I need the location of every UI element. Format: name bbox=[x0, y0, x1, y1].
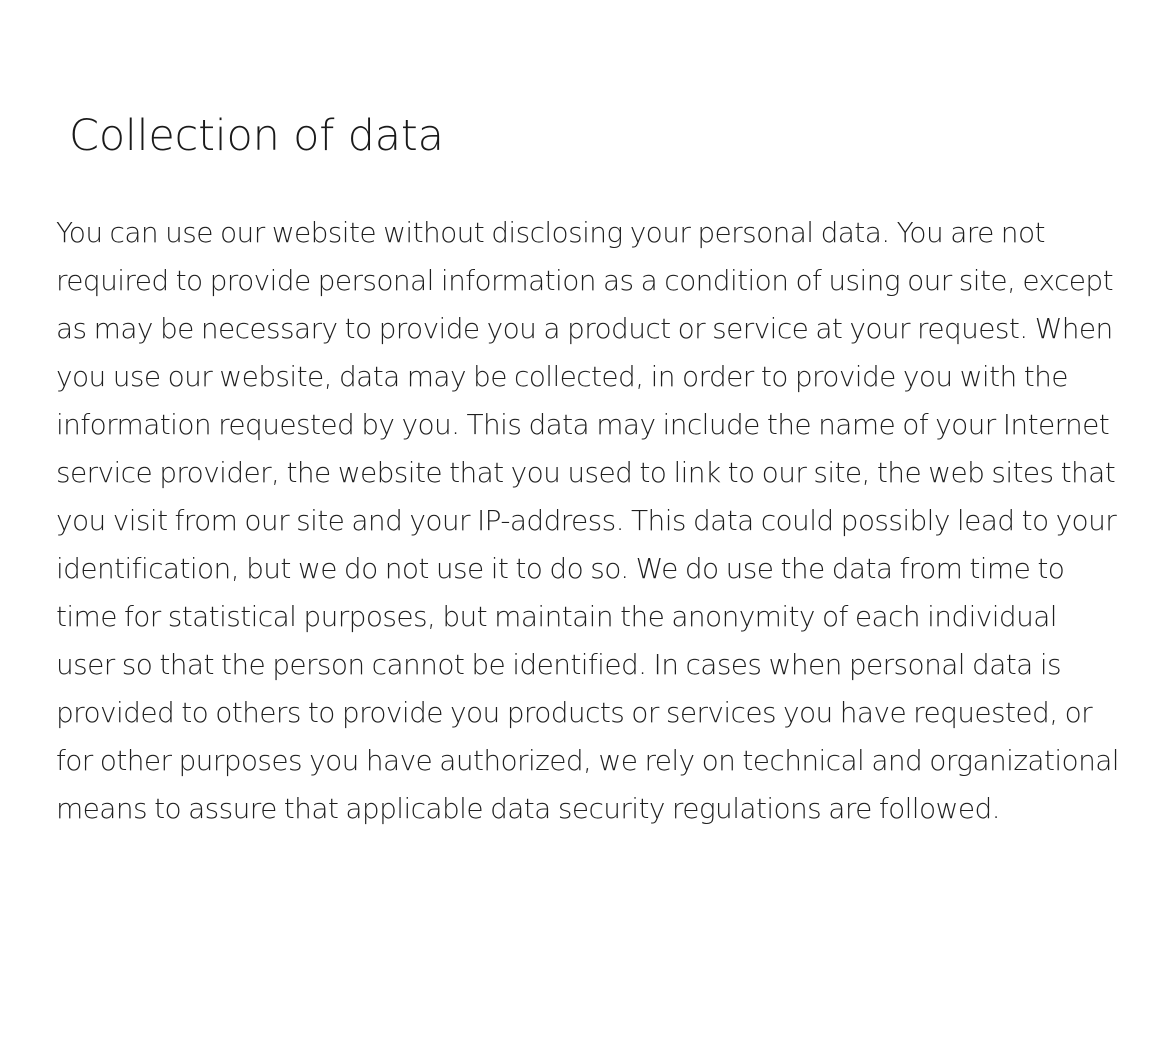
section-paragraph: You can use our website without disclosing your personal data. You are not required to provide personal information as a condition of using our site, except as may be necessary to provide you a product or service at your request. When you use our website, data may be collected, in order to provide you with the information requested by you. This data may include the name of your Internet service provider, the website that you used to link to our site, the web sites that you visit from our site and your IP-address. This data could possibly lead to your identification, but we do not use it to do so. We do use the data from time to time for statistical purposes, but maintain the anonymity of each individual user so that the person cannot be identified. In cases when personal data is provided to others to provide you products or services you have requested, or for other purposes you have authorized, we rely on technical and organizational means to assure that applicable data security regulations are followed. bbox=[56, 216, 1119, 825]
privacy-section bbox=[56, 104, 1120, 833]
section-title: Collection of data bbox=[69, 111, 444, 161]
